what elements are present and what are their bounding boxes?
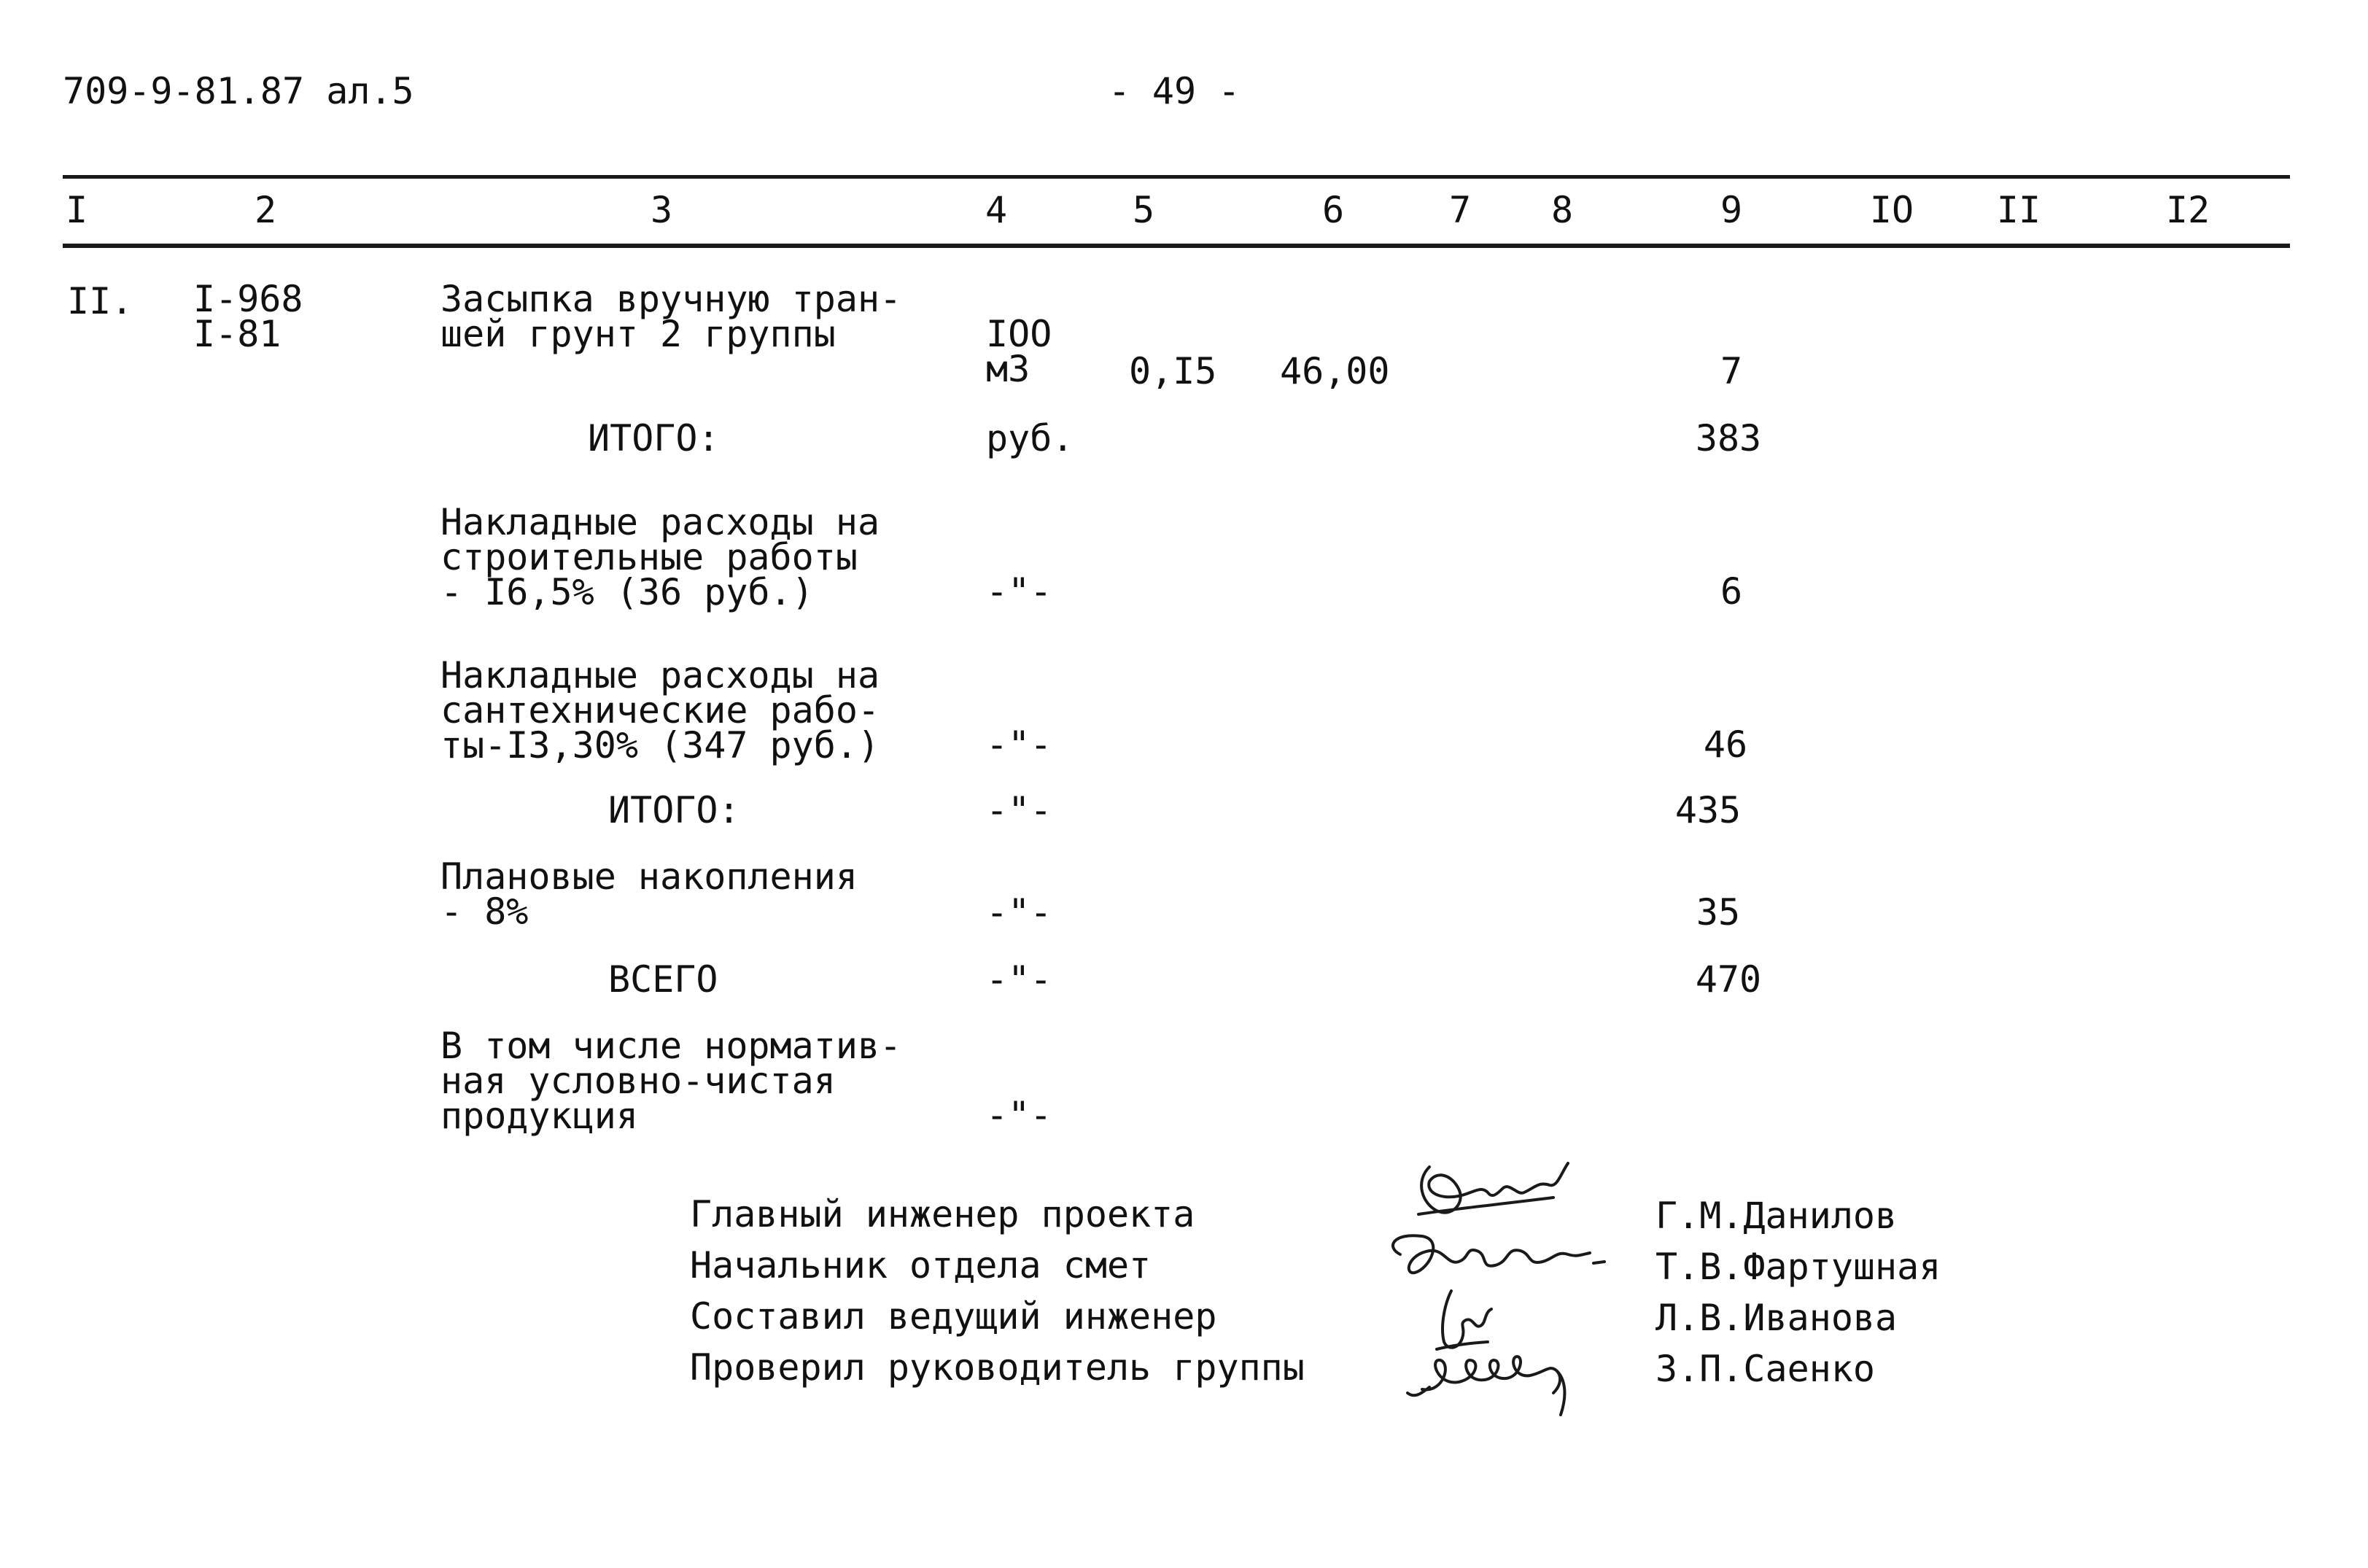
unit-of-measure: IOO м3 bbox=[986, 313, 1052, 390]
subtotal-2-label: ИТОГО: bbox=[608, 789, 740, 831]
signature-role-chief-engineer: Главный инженер проекта bbox=[690, 1193, 1195, 1235]
subtotal-2-unit: -"- bbox=[986, 789, 1052, 831]
handwritten-signature-4 bbox=[1400, 1335, 1626, 1422]
subtotal-2-value: 435 bbox=[1674, 789, 1742, 831]
column-header-3: 3 bbox=[650, 189, 673, 231]
overhead-construction-unit: -"- bbox=[986, 570, 1052, 613]
page-number: - 49 - bbox=[1108, 70, 1241, 112]
column-header-2: 2 bbox=[254, 189, 277, 231]
subtotal-label: ИТОГО: bbox=[588, 417, 720, 459]
signature-name-compiler: Л.В.Иванова bbox=[1655, 1297, 1898, 1339]
column-header-4: 4 bbox=[985, 189, 1008, 231]
handwritten-signature-1 bbox=[1408, 1152, 1597, 1233]
overhead-plumbing-unit: -"- bbox=[986, 723, 1052, 766]
handwritten-signature-2 bbox=[1378, 1225, 1612, 1291]
table-top-rule bbox=[63, 175, 2290, 179]
signature-name-chief-engineer: Г.М.Данилов bbox=[1655, 1195, 1898, 1237]
normative-production-unit: -"- bbox=[986, 1094, 1052, 1136]
table-header-rule bbox=[63, 244, 2290, 248]
grand-total-unit: -"- bbox=[986, 958, 1052, 1001]
signature-role-estimates-head: Начальник отдела смет bbox=[690, 1244, 1152, 1286]
column-header-5: 5 bbox=[1132, 189, 1155, 231]
total-cost: 7 bbox=[1720, 350, 1743, 392]
grand-total-label: ВСЕГО bbox=[608, 958, 718, 1001]
signature-role-checker: Проверил руководитель группы bbox=[690, 1346, 1305, 1389]
overhead-plumbing-label: Накладные расходы на сантехнические рабо- ты-I3,30% (347 руб.) bbox=[440, 654, 880, 766]
signature-name-estimates-head: Т.В.Фартушная bbox=[1655, 1246, 1941, 1288]
work-description: Засыпка вручную тран- шей грунт 2 группы bbox=[440, 278, 902, 355]
unit-price: 46,00 bbox=[1280, 350, 1390, 392]
planned-savings-label: Плановые накопления - 8% bbox=[440, 855, 858, 933]
column-header-7: 7 bbox=[1448, 189, 1472, 231]
column-header-12: I2 bbox=[2165, 189, 2210, 231]
overhead-construction-value: 6 bbox=[1720, 570, 1743, 613]
signature-name-checker: З.П.Саенко bbox=[1655, 1348, 1876, 1390]
subtotal-unit: руб. bbox=[986, 417, 1074, 459]
column-header-10: IO bbox=[1869, 189, 1914, 231]
column-header-6: 6 bbox=[1321, 189, 1345, 231]
quantity: 0,I5 bbox=[1129, 350, 1217, 392]
column-header-9: 9 bbox=[1720, 189, 1743, 231]
planned-savings-unit: -"- bbox=[986, 891, 1052, 934]
overhead-construction-label: Накладные расходы на строительные работы - I6,5% (36 руб.) bbox=[440, 501, 880, 613]
row-number: II. bbox=[67, 280, 133, 322]
normative-production-label: В том числе норматив- ная условно-чистая продукция bbox=[440, 1025, 902, 1137]
overhead-plumbing-value: 46 bbox=[1703, 723, 1748, 766]
subtotal-value: 383 bbox=[1695, 417, 1762, 459]
signature-role-compiler: Составил ведущий инженер bbox=[690, 1295, 1217, 1338]
document-code: 709-9-81.87 ал.5 bbox=[63, 70, 414, 112]
grand-total-value: 470 bbox=[1695, 958, 1762, 1001]
norm-code: I-968 I-81 bbox=[193, 278, 303, 355]
column-header-8: 8 bbox=[1550, 189, 1574, 231]
planned-savings-value: 35 bbox=[1696, 891, 1741, 934]
column-header-1: I bbox=[66, 189, 88, 231]
column-header-11: II bbox=[1996, 189, 2041, 231]
